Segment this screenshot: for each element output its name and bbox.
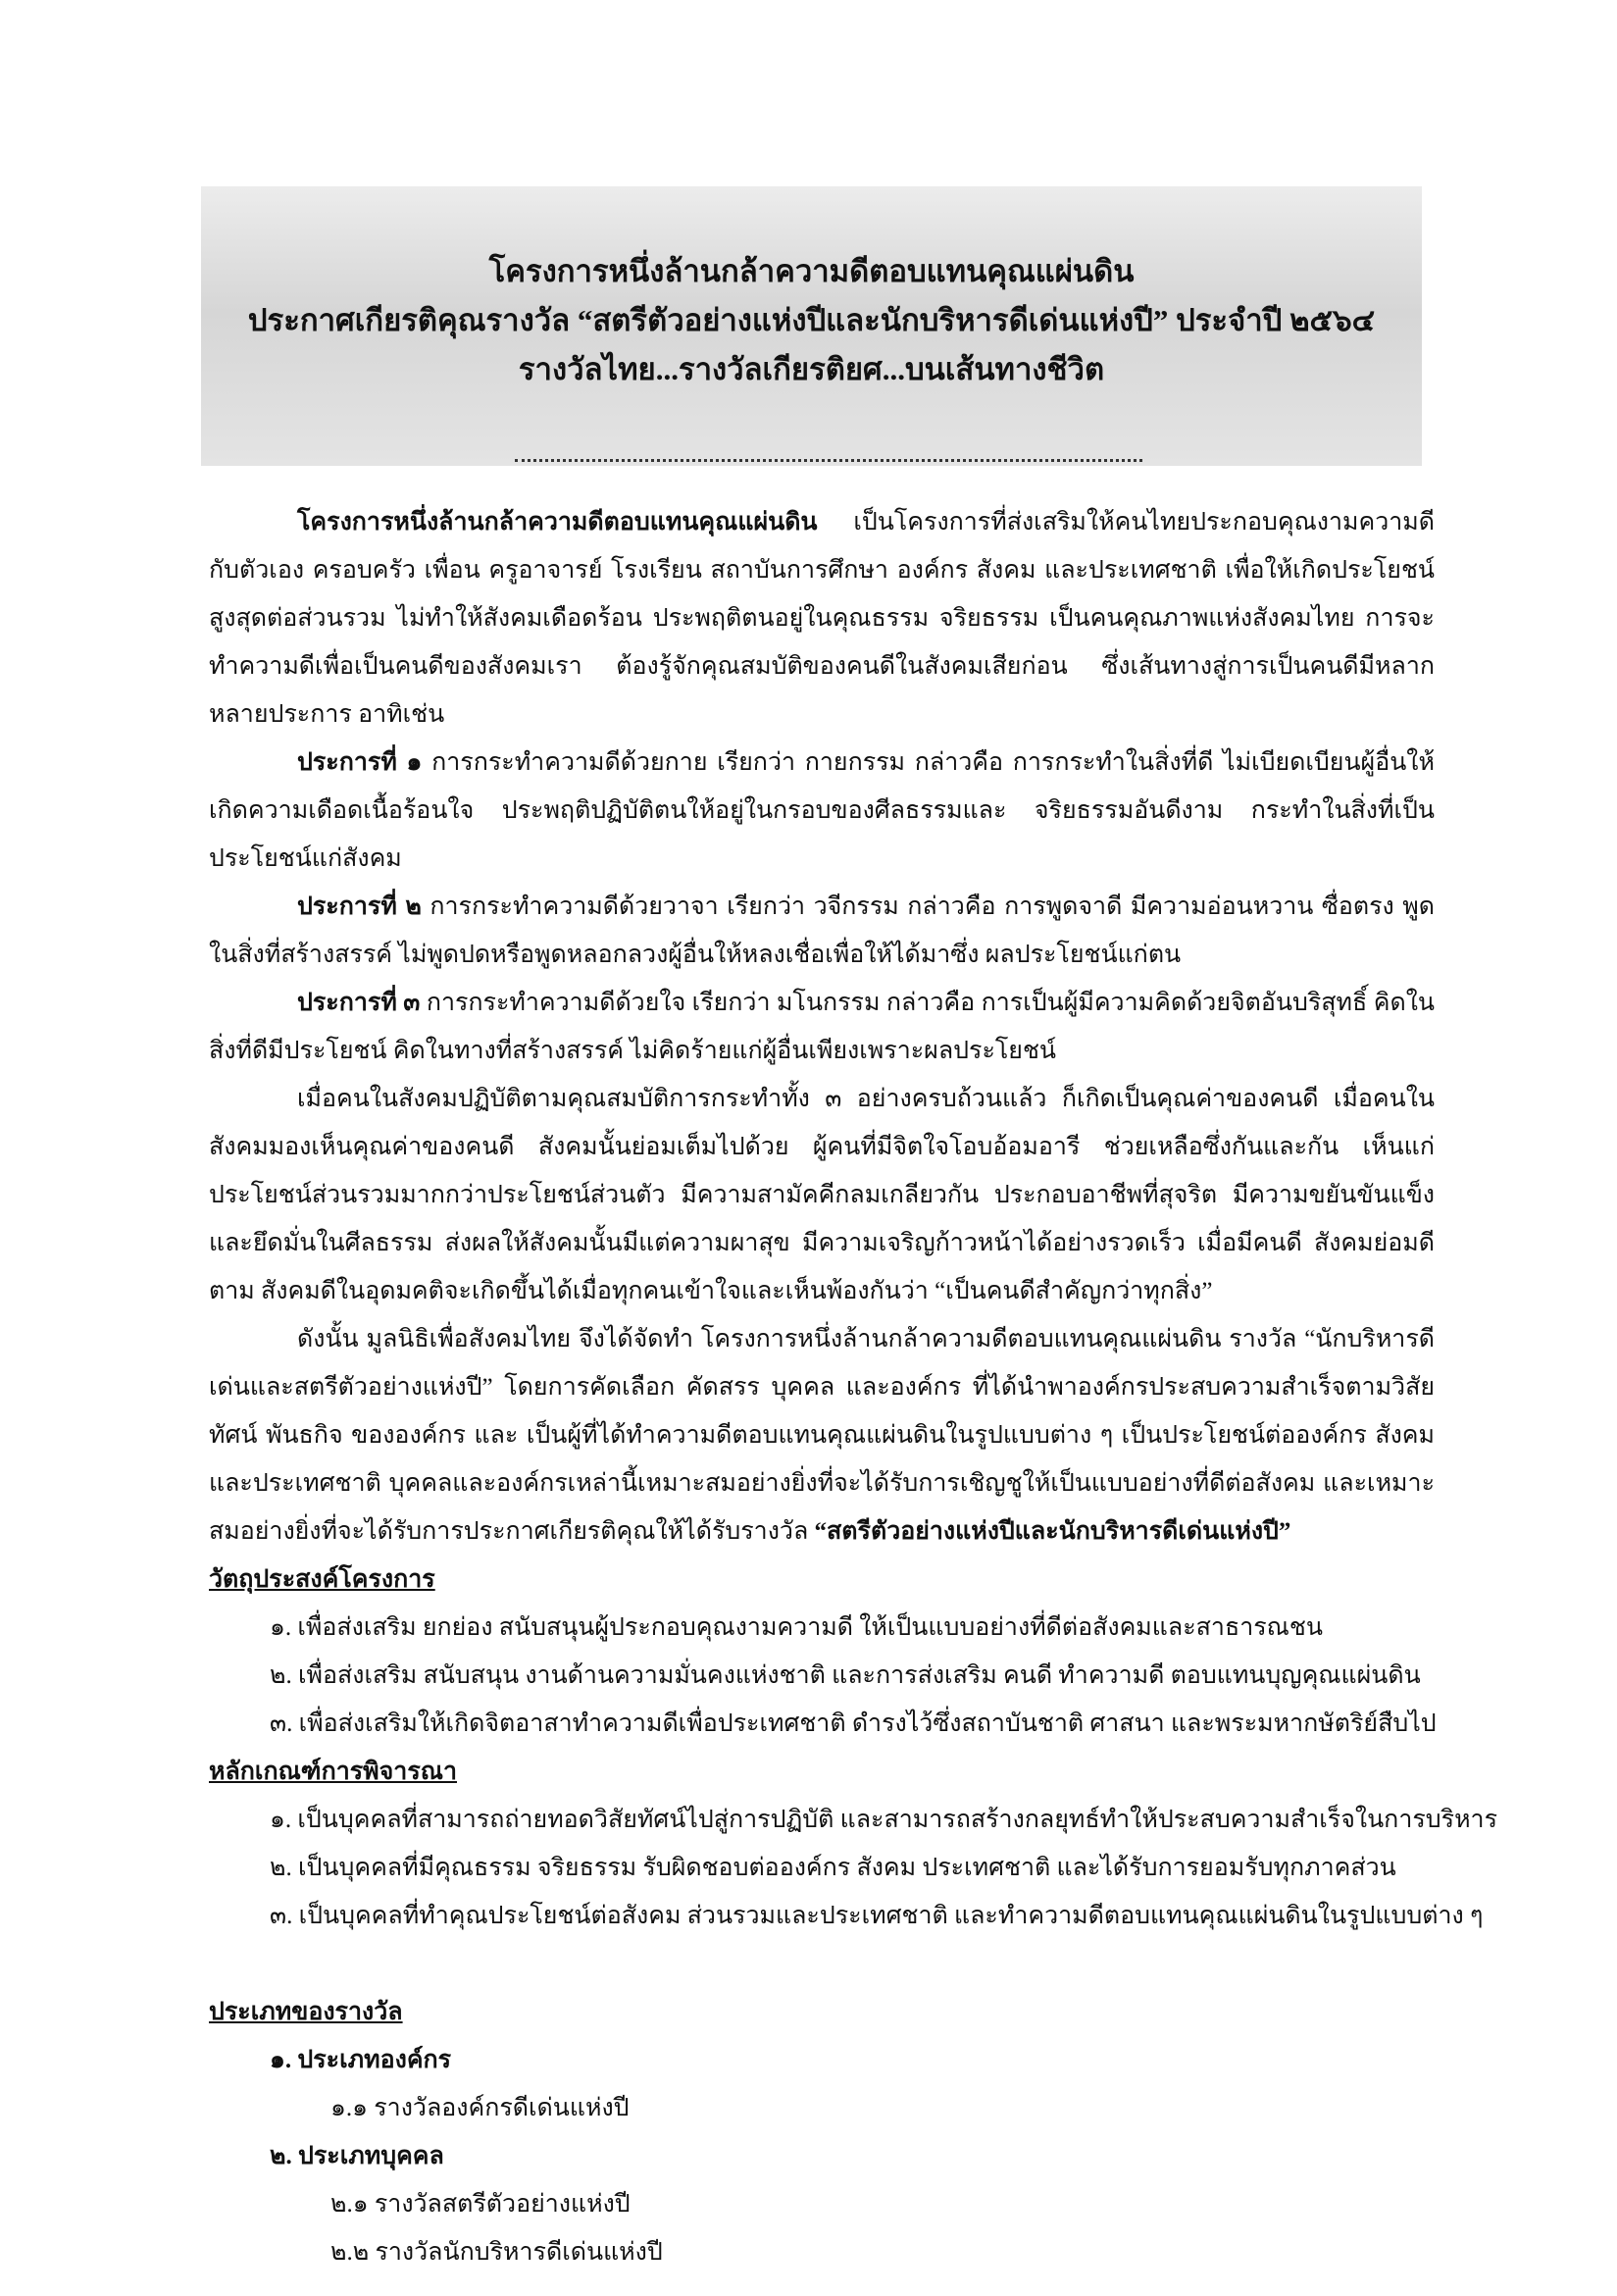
award-type-org: ๑. ประเภทองค์กร <box>270 2047 452 2073</box>
document-body <box>209 498 1498 2276</box>
list-item: ๓. เพื่อส่งเสริมให้เกิดจิตอาสาทำความดีเพื่อประเทศชาติ ดำรงไว้ซึ่งสถาบันชาติ ศาสนา และพระมหากษัตริย์สืบไป <box>270 1710 1437 1737</box>
award-text: ดังนั้น มูลนิธิเพื่อสังคมไทย จึงได้จัดทำ โครงการหนึ่งล้านกล้าความดีตอบแทนคุณแผ่นดิน รางวัล “นักบริหารดีเด่นและสตรีตัวอย่างแห่งปี” โดยการคัดเลือก คัดสรร บุคคล และองค์กร ที่ได้นำพาองค์กรประสบความสำเร็จตามวิสัยทัศน์ พันธกิจ ขององค์กร และ เป็นผู้ที่ได้ทำความดีตอบแทนคุณแผ่นดินในรูปแบบต่าง ๆ เป็นประโยชน์ต่อองค์กร สังคมและประเทศชาติ บุคคลและองค์กรเหล่านี้เหมาะสมอย่างยิ่งที่จะได้รับการเชิญชูให้เป็นแบบอย่างที่ดีต่อสังคม และเหมาะสมอย่างยิ่งที่จะได้รับการประกาศเกียรติคุณให้ได้รับรางวัล <box>209 1326 1435 1545</box>
intro-lead: โครงการหนึ่งล้านกล้าความดีตอบแทนคุณแผ่นดิน <box>297 509 818 536</box>
award-types-heading: ประเภทของรางวัล <box>209 1999 403 2025</box>
dotted-divider <box>515 459 1142 462</box>
criteria-list <box>209 1796 1498 1940</box>
point-text: การกระทำความดีด้วยใจ เรียกว่า มโนกรรม กล่าวคือ การเป็นผู้มีความคิดด้วยจิตอันบริสุทธิ์ คิดในสิ่งที่ดีมีประโยชน์ คิดในทางที่สร้างสรรค์ ไม่คิดร้ายแก่ผู้อื่นเพียงเพราะผลประโยชน์ <box>209 990 1435 1064</box>
objectives-list <box>209 1604 1435 1748</box>
point-3 <box>209 979 1435 1075</box>
society-paragraph: เมื่อคนในสังคมปฏิบัติตามคุณสมบัติการกระทำทั้ง ๓ อย่างครบถ้วนแล้ว ก็เกิดเป็นคุณค่าของคนดี เมื่อคนในสังคมมองเห็นคุณค่าของคนดี สังคมนั้นย่อมเต็มไปด้วย ผู้คนที่มีจิตใจโอบอ้อมอารี ช่วยเหลือซึ่งกันและกัน เห็นแก่ประโยชน์ส่วนรวมมากกว่าประโยชน์ส่วนตัว มีความสามัคคีกลมเกลียวกัน ประกอบอาชีพที่สุจริต มีความขยันขันแข็งและยึดมั่นในศีลธรรม ส่งผลให้สังคมนั้นมีแต่ความผาสุข มีความเจริญก้าวหน้าได้อย่างรวดเร็ว เมื่อมีคนดี สังคมย่อมดีตาม สังคมดีในอุดมคติจะเกิดขึ้นได้เมื่อทุกคนเข้าใจและเห็นพ้องกันว่า “เป็นคนดีสำคัญกว่าทุกสิ่ง” <box>209 1086 1435 1304</box>
intro-text: เป็นโครงการที่ส่งเสริมให้คนไทยประกอบคุณงามความดีกับตัวเอง ครอบครัว เพื่อน ครูอาจารย์ โรงเรียน สถาบันการศึกษา องค์กร สังคม และประเทศชาติ เพื่อให้เกิดประโยชน์สูงสุดต่อส่วนรวม ไม่ทำให้สังคมเดือดร้อน ประพฤติตนอยู่ในคุณธรรม จริยธรรม เป็นคนคุณภาพแห่งสังคมไทย การจะทำความดีเพื่อเป็นคนดีของสังคมเรา ต้องรู้จักคุณสมบัติของคนดีในสังคมเสียก่อน ซึ่งเส้นทางสู่การเป็นคนดีมีหลากหลายประการ อาทิเช่น <box>209 509 1435 728</box>
criteria-heading: หลักเกณฑ์การพิจารณา <box>209 1759 457 1785</box>
point-text: การกระทำความดีด้วยวาจา เรียกว่า วจีกรรม กล่าวคือ การพูดจาดี มีความอ่อนหวาน ซื่อตรง พูดในสิ่งที่สร้างสรรค์ ไม่พูดปดหรือพูดหลอกลวงผู้อื่นให้หลงเชื่อเพื่อให้ได้มาซึ่ง ผลประโยชน์แก่ตน <box>209 893 1435 968</box>
objectives-heading: วัตถุประสงค์โครงการ <box>209 1566 435 1593</box>
list-item: ๒. เพื่อส่งเสริม สนับสนุน งานด้านความมั่นคงแห่งชาติ และการส่งเสริม คนดี ทำความดี ตอบแทนบุญคุณแผ่นดิน <box>270 1662 1421 1689</box>
award-type-person: ๒. ประเภทบุคคล <box>270 2143 444 2169</box>
spacer <box>209 1940 1435 1988</box>
intro-paragraph <box>209 498 1435 739</box>
point-label: ประการที่ ๓ <box>297 990 421 1016</box>
list-item: ๓. เป็นบุคคลที่ทำคุณประโยชน์ต่อสังคม ส่วนรวมและประเทศชาติ และทำความดีตอบแทนคุณแผ่นดินในรูปแบบต่าง ๆ <box>270 1903 1484 1929</box>
award-name: “สตรีตัวอย่างแห่งปีและนักบริหารดีเด่นแห่งปี” <box>814 1518 1291 1545</box>
list-item: ๑. เพื่อส่งเสริม ยกย่อง สนับสนุนผู้ประกอบคุณงามความดี ให้เป็นแบบอย่างที่ดีต่อสังคมและสาธารณชน <box>270 1614 1323 1641</box>
award-paragraph <box>209 1315 1435 1556</box>
list-item: ๑.๑ รางวัลองค์กรดีเด่นแห่งปี <box>330 2095 630 2121</box>
document-header <box>201 247 1422 394</box>
point-1 <box>209 739 1435 883</box>
list-item: ๒.๑ รางวัลสตรีตัวอย่างแห่งปี <box>330 2191 631 2218</box>
point-label: ประการที่ ๒ <box>297 893 422 920</box>
list-item: ๑. เป็นบุคคลที่สามารถถ่ายทอดวิสัยทัศน์ไปสู่การปฏิบัติ และสามารถสร้างกลยุทธ์ทำให้ประสบความสำเร็จในการบริหาร <box>270 1807 1498 1833</box>
header-award-title: ประกาศเกียรติคุณรางวัล “สตรีตัวอย่างแห่งปีและนักบริหารดีเด่นแห่งปี” ประจำปี ๒๕๖๔ <box>247 303 1376 337</box>
point-text: การกระทำความดีด้วยกาย เรียกว่า กายกรรม กล่าวคือ การกระทำในสิ่งที่ดี ไม่เบียดเบียนผู้อื่นให้เกิดความเดือดเนื้อร้อนใจ ประพฤติปฏิบัติตนให้อยู่ในกรอบของศีลธรรมและ จริยธรรมอันดีงาม กระทำในสิ่งที่เป็นประโยชน์แก่สังคม <box>209 749 1435 872</box>
header-slogan: รางวัลไทย...รางวัลเกียรติยศ...บนเส้นทางชีวิต <box>518 352 1105 386</box>
point-label: ประการที่ ๑ <box>297 749 423 776</box>
point-2 <box>209 883 1435 979</box>
list-item: ๒.๒ รางวัลนักบริหารดีเด่นแห่งปี <box>330 2239 663 2266</box>
award-types-list <box>209 2036 1435 2276</box>
list-item: ๒. เป็นบุคคลที่มีคุณธรรม จริยธรรม รับผิดชอบต่อองค์กร สังคม ประเทศชาติ และได้รับการยอมรับทุกภาคส่วน <box>270 1855 1396 1881</box>
header-title: โครงการหนึ่งล้านกล้าความดีตอบแทนคุณแผ่นดิน <box>488 254 1135 288</box>
